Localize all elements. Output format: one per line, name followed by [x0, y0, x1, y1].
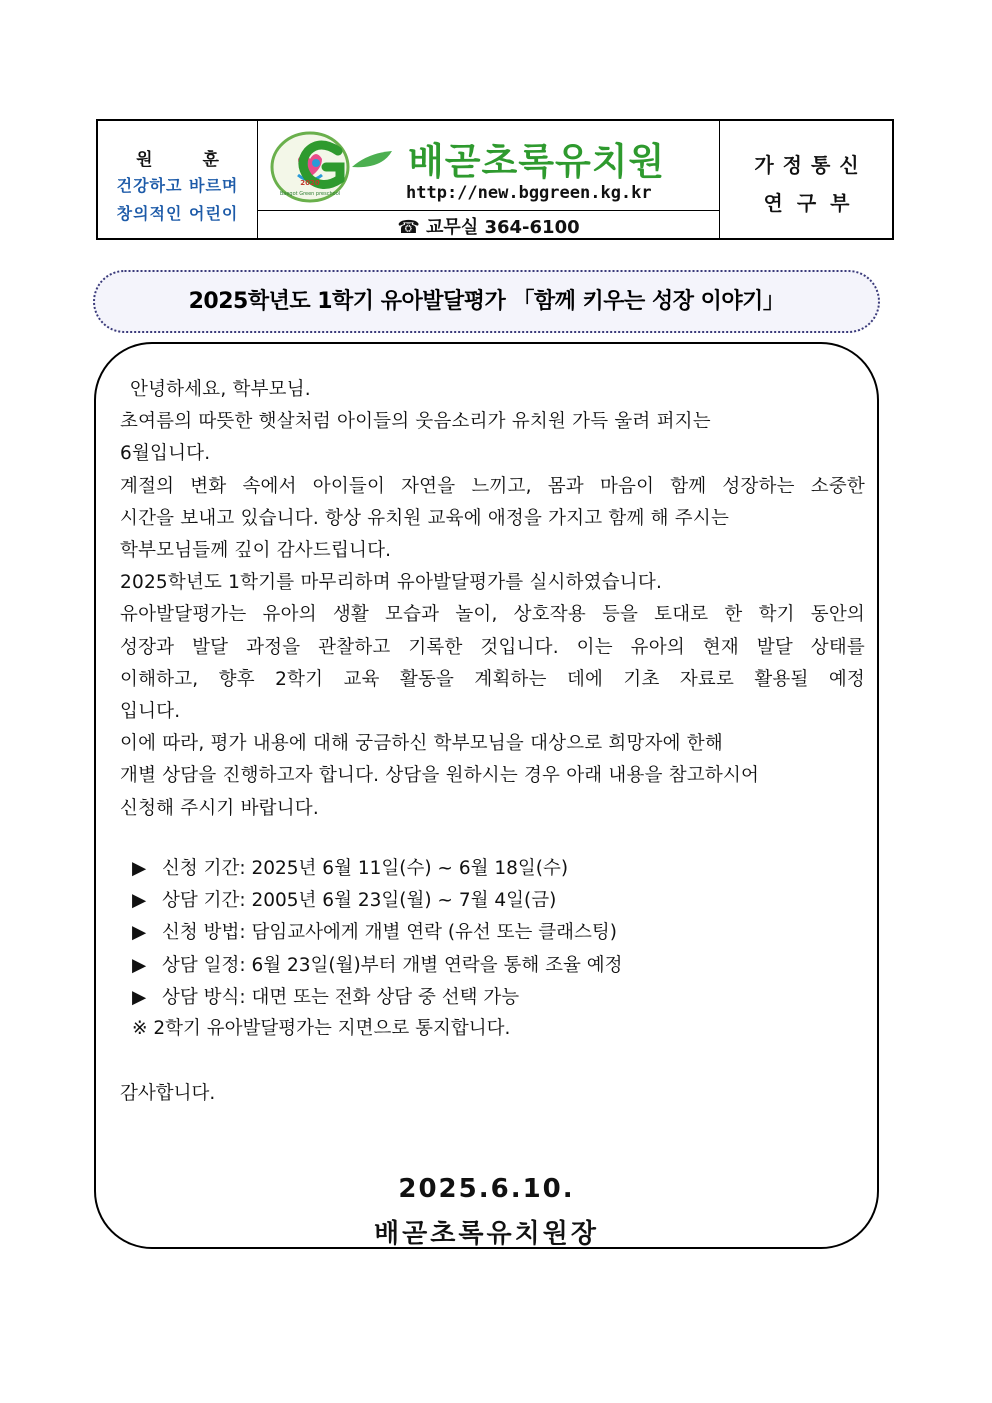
bullet-marker: ▶	[132, 986, 147, 1008]
paragraph-line: 유아발달평가는 유아의 생활 모습과 놀이, 상호작용 등을 토대로 한 학기 동안의	[120, 604, 865, 626]
greeting: 안녕하세요, 학부모님.	[130, 379, 311, 400]
bullet-item	[120, 917, 865, 949]
bullet-text: 신청 방법: 담임교사에게 개별 연락 (유선 또는 클래스팅)	[162, 922, 617, 944]
phone-number: ☎ 교무실 364-6100	[397, 217, 580, 238]
paragraph-line: 6월입니다.	[120, 443, 211, 465]
paragraph-line: 개별 상담을 진행하고자 합니다. 상담을 원하시는 경우 아래 내용을 참고하시어	[120, 765, 760, 787]
logo-text: Baegot Green preschool	[279, 191, 341, 197]
logo-year: 2020	[300, 179, 320, 187]
school-name: 배곧초록유치원	[408, 140, 666, 183]
motto-title: 원 훈	[136, 150, 241, 170]
bullet-marker: ▶	[132, 954, 147, 976]
note: ※ 2학기 유아발달평가는 지면으로 통지합니다.	[132, 1018, 511, 1039]
document-type	[719, 121, 893, 238]
paragraph-line: 성장과 발달 과정을 관찰하고 기록한 것입니다. 이는 유아의 현재 발달 상태를	[120, 636, 865, 658]
bullet-item	[120, 853, 865, 885]
paragraph-line: 계절의 변화 속에서 아이들이 자연을 느끼고, 몸과 마음이 함께 성장하는 소중한	[120, 475, 865, 497]
letter-date: 2025.6.10.	[398, 1174, 575, 1204]
paragraph-line: 신청해 주시기 바랍니다.	[120, 797, 319, 819]
bullet-item	[120, 982, 865, 1014]
paragraph-line: 이에 따라, 평가 내용에 대해 궁금하신 학부모님을 대상으로 희망자에 한해	[120, 733, 723, 755]
paragraph-line: 이해하고, 향후 2학기 교육 활동을 계획하는 데에 기초 자료로 활용될 예정	[120, 668, 865, 690]
bullet-marker: ▶	[132, 858, 147, 879]
paragraph-line: 2025학년도 1학기를 마무리하며 유아발달평가를 실시하였습니다.	[120, 572, 663, 594]
bullet-item	[120, 950, 865, 982]
bullet-text: 상담 일정: 6월 23일(월)부터 개별 연락을 통해 조율 예정	[162, 954, 623, 976]
document-type-label: 가정통신	[754, 153, 868, 177]
letter-text	[120, 374, 865, 825]
motto-line-2: 창의적인 어린이	[116, 204, 239, 223]
school-logo	[268, 129, 396, 205]
paragraph-line: 입니다.	[120, 701, 181, 723]
bullet-text: 신청 기간: 2025년 6월 11일(수) ~ 6월 18일(수)	[162, 858, 569, 879]
department-label: 연구부	[763, 191, 864, 215]
bullet-text: 상담 방식: 대면 또는 전화 상담 중 선택 가능	[162, 986, 520, 1008]
paragraph-line: 학부모님들께 깊이 감사드립니다.	[120, 540, 392, 562]
school-url[interactable]: http://new.bggreen.kg.kr	[406, 183, 652, 203]
bullet-item	[120, 885, 865, 917]
letterhead	[96, 119, 894, 240]
school-motto	[98, 121, 258, 238]
bullet-marker: ▶	[132, 890, 147, 912]
school-info	[258, 121, 719, 238]
closing: 감사합니다.	[120, 1083, 216, 1104]
motto-line-1: 건강하고 바르며	[116, 176, 239, 195]
notice-title-banner	[93, 270, 880, 333]
consultation-details	[120, 853, 865, 1014]
bullet-marker: ▶	[132, 922, 147, 944]
bullet-text: 상담 기간: 2005년 6월 23일(월) ~ 7월 4일(금)	[162, 890, 557, 912]
paragraph-line: 초여름의 따뜻한 햇살처럼 아이들의 웃음소리가 유치원 가득 울려 퍼지는	[120, 411, 711, 433]
notice-title: 2025학년도 1학기 유아발달평가 「함께 키우는 성장 이야기」	[188, 289, 785, 314]
letter-body	[94, 342, 879, 1249]
paragraph-line: 시간을 보내고 있습니다. 항상 유치원 교육에 애정을 가지고 함께 해 주시는	[120, 507, 730, 529]
signature: 배곧초록유치원장	[374, 1219, 599, 1249]
